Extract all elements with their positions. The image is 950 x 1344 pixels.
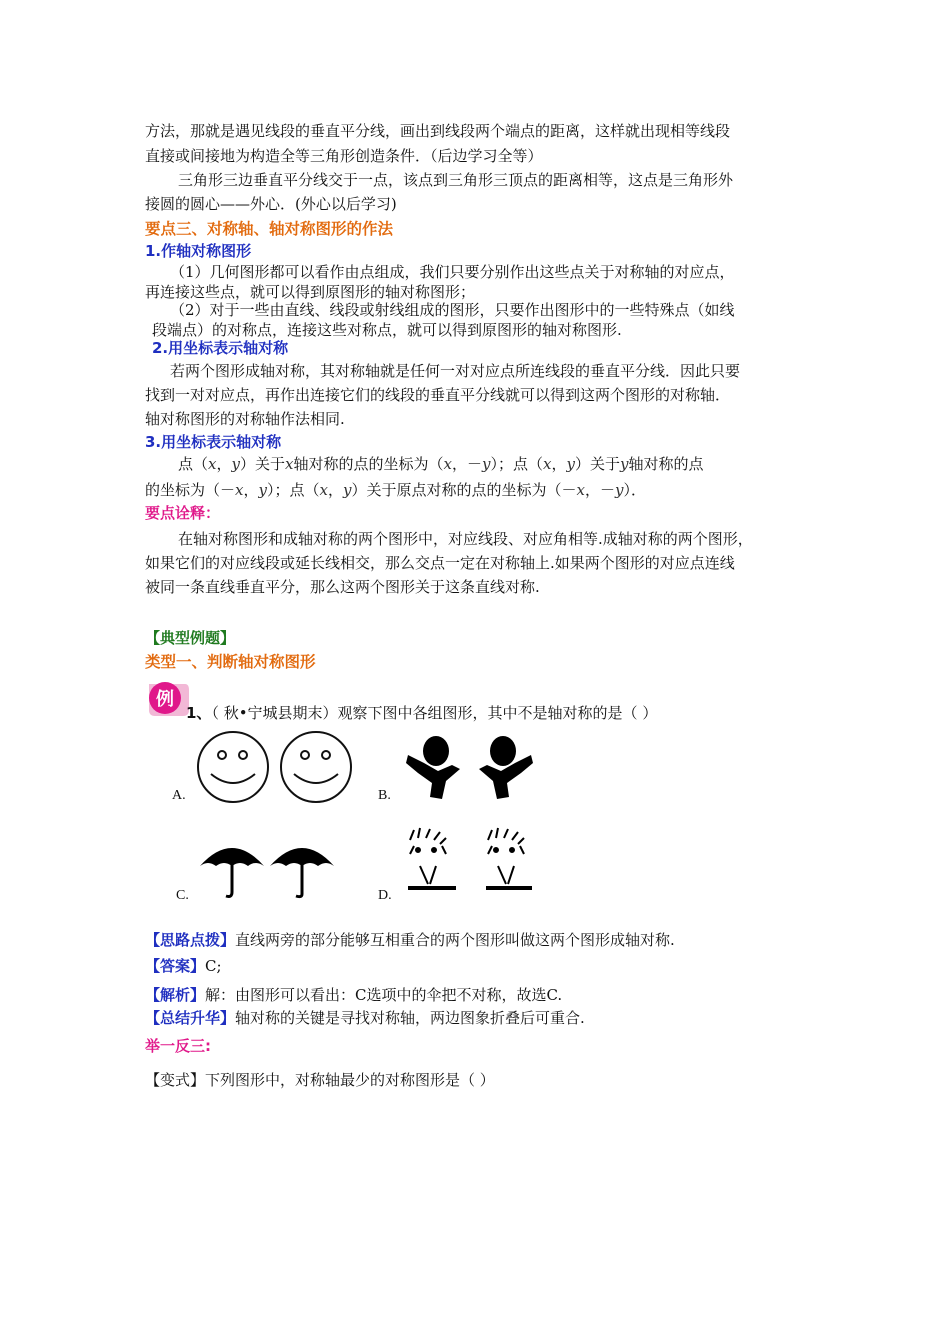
variant: 【变式】下列图形中，对称轴最少的对称图形是（ ） (145, 1071, 495, 1089)
option-a-figure (195, 728, 355, 806)
sub-title-3: 3.用坐标表示轴对称 (145, 433, 282, 451)
cartoon-head-icon (486, 828, 532, 888)
option-a-label: A. (172, 788, 186, 803)
cartoon-head-icon (408, 828, 456, 888)
analysis: 【解析】解：由图形可以看出：C选项中的伞把不对称，故选C. (145, 986, 563, 1004)
sub-title-2: 2.用坐标表示轴对称 (152, 339, 289, 357)
example-badge (145, 680, 191, 718)
coord-rule-line-2: 的坐标为（－x，y）；点（x，y）关于原点对称的点的坐标为（－x，－y）． (145, 481, 646, 499)
question-1: 1、（ 秋•宁城县期末）观察下图中各组图形，其中不是轴对称的是（ ） (186, 704, 658, 722)
silhouette-icon (406, 736, 460, 799)
coord-rule-line-1: 点（x，y）关于x轴对称的点的坐标为（x，－y）；点（x，y）关于y轴对称的点 (178, 455, 704, 473)
umbrella-icon (270, 848, 334, 897)
sub2-paragraph-2: 找到一对对应点，再作出连接它们的线段的垂直平分线就可以得到这两个图形的对称轴． (145, 386, 731, 404)
note-line-2: 如果它们的对应线段或延长线相交，那么交点一定在对称轴上.如果两个图形的对应点连线 (145, 554, 735, 572)
sub2-paragraph-1: 若两个图形成轴对称，其对称轴就是任何一对对应点所连线段的垂直平分线．因此只要 (170, 362, 741, 380)
option-c-label: C. (176, 888, 189, 903)
practice-title: 举一反三: (145, 1037, 211, 1055)
answer: 【答案】C; (145, 957, 222, 975)
note-title: 要点诠释： (145, 504, 221, 522)
examples-header: 【典型例题】 (145, 629, 236, 647)
section-title: 要点三、对称轴、轴对称图形的作法 (145, 220, 394, 238)
hint: 【思路点拨】直线两旁的部分能够互相重合的两个图形叫做这两个图形成轴对称. (145, 931, 675, 949)
option-b-label: B. (378, 788, 391, 803)
note-line-3: 被同一条直线垂直平分，那么这两个图形关于这条直线对称. (145, 578, 540, 596)
sub1-paragraph-1b: 再连接这些点，就可以得到原图形的轴对称图形； (145, 283, 476, 301)
intro-line-4: 接圆的圆心——外心．(外心以后学习) (145, 195, 397, 213)
sub2-paragraph-3: 轴对称图形的对称轴作法相同. (145, 410, 345, 428)
option-c-figure (198, 836, 358, 902)
sub1-paragraph-1a: （1）几何图形都可以看作由点组成，我们只要分别作出这些点关于对称轴的对应点， (170, 263, 735, 281)
option-d-label: D. (378, 888, 392, 903)
sub1-paragraph-2a: （2）对于一些由直线、线段或射线组成的图形，只要作出图形中的一些特殊点（如线 (170, 301, 735, 319)
badge-label: 例 (156, 689, 174, 710)
intro-line-2: 直接或间接地为构造全等三角形创造条件．（后边学习全等） (145, 147, 543, 165)
sub1-paragraph-2b: 段端点）的对称点，连接这些对称点，就可以得到原图形的轴对称图形. (152, 321, 622, 339)
sub-title-1: 1.作轴对称图形 (145, 242, 252, 260)
smiley-icon (281, 732, 351, 802)
smiley-icon (198, 732, 268, 802)
note-line-1: 在轴对称图形和成轴对称的两个图形中，对应线段、对应角相等.成轴对称的两个图形， (178, 530, 753, 548)
type-1-title: 类型一、判断轴对称图形 (145, 653, 316, 671)
silhouette-icon (479, 736, 533, 799)
intro-line-3: 三角形三边垂直平分线交于一点，该点到三角形三顶点的距离相等，这点是三角形外 (178, 171, 734, 189)
summary: 【总结升华】轴对称的关键是寻找对称轴，两边图象折叠后可重合. (145, 1009, 585, 1027)
option-d-figure (400, 826, 535, 896)
umbrella-icon (200, 848, 264, 897)
option-b-figure (402, 733, 537, 801)
intro-line-1: 方法，那就是遇见线段的垂直平分线，画出到线段两个端点的距离，这样就出现相等线段 (145, 122, 731, 140)
